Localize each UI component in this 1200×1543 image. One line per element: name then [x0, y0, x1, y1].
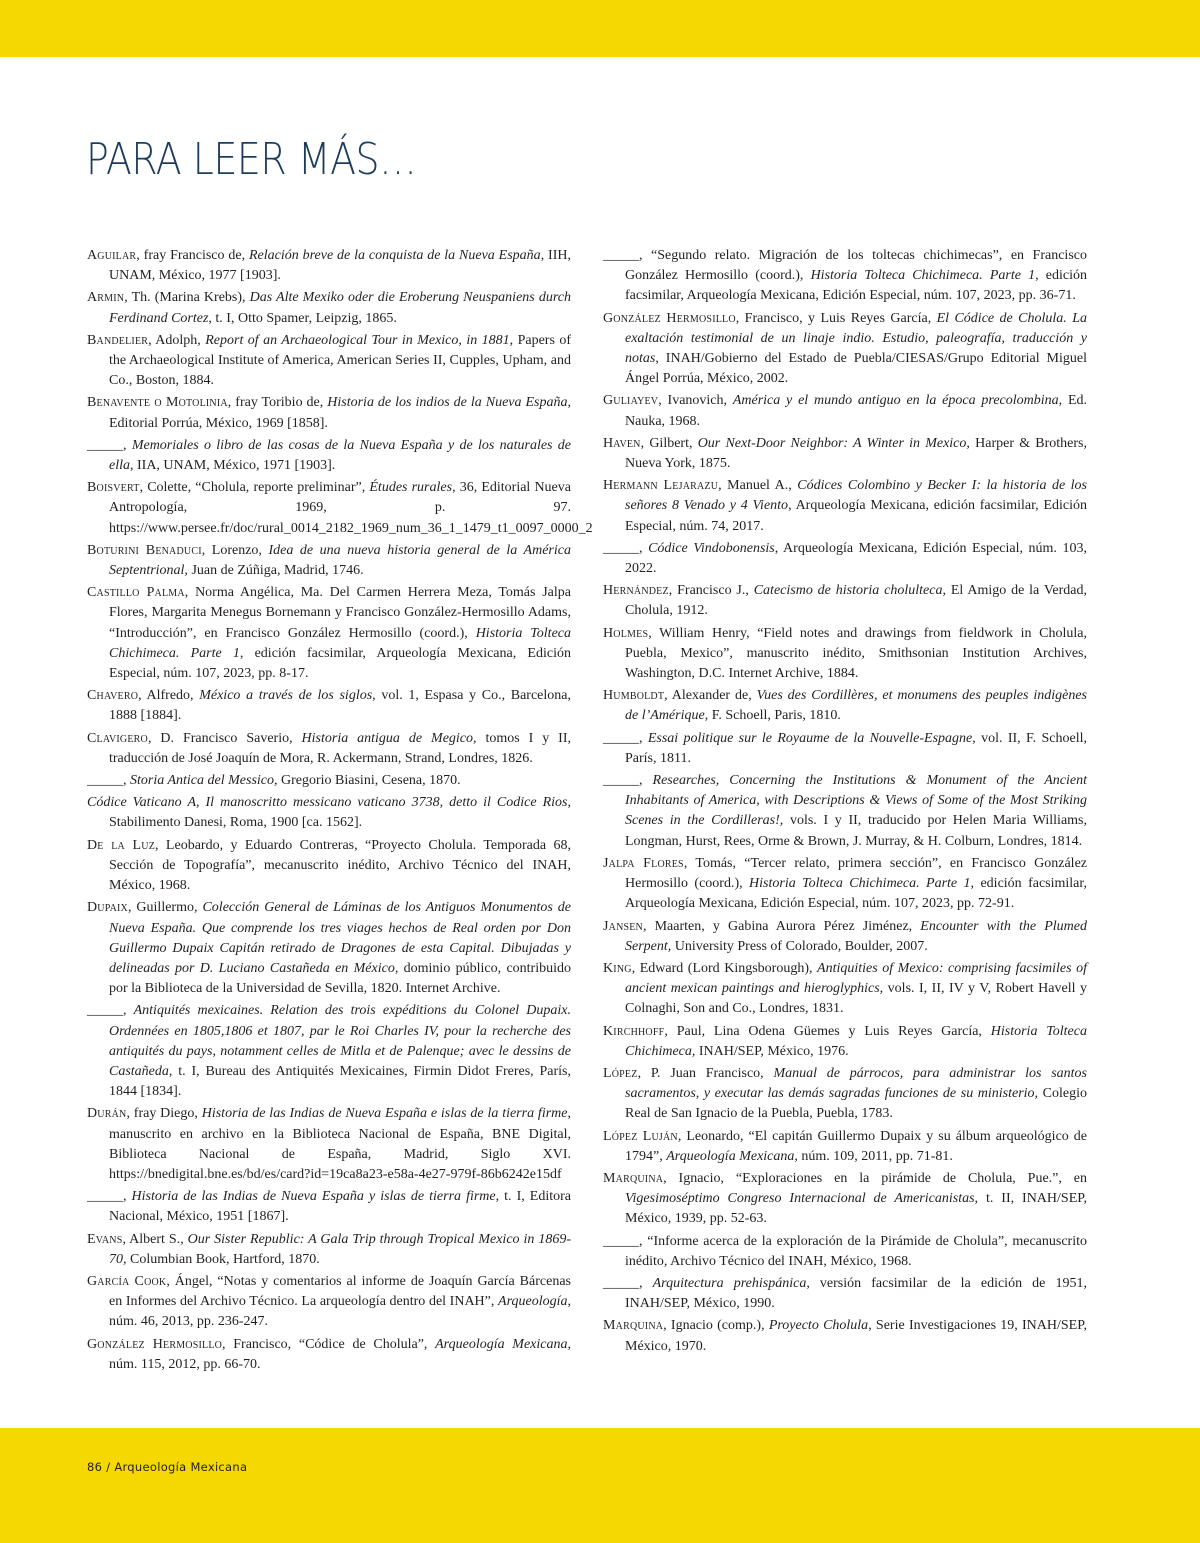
entry-work-title: Idea de una nueva historia general de la América Septentrional,	[109, 542, 571, 579]
bibliography-entry	[87, 793, 571, 833]
entry-author: De la Luz	[87, 837, 156, 853]
entry-publication-details: Juan de Zúñiga, Madrid, 1746.	[187, 563, 364, 579]
entry-text: , Maarten, y Gabina Aurora Pérez Jiménez,	[642, 918, 921, 934]
entry-work-title: Memoriales o libro de las cosas de la Nueva España y de los naturales de ella	[109, 437, 572, 474]
page-footer: 86 / Arqueología Mexicana	[87, 1460, 248, 1474]
entry-author: _____	[87, 773, 123, 789]
entry-author: Evans	[87, 1231, 123, 1247]
entry-work-title: Arquitectura prehispánica	[652, 1275, 807, 1291]
entry-publication-details: , tomos I y II, traducción de José Joaquín de Mora, R. Ackermann, Strand, Londres, 1826.	[109, 730, 571, 766]
entry-text: , Ignacio (comp.),	[663, 1318, 769, 1334]
bibliography-entry	[603, 391, 1087, 431]
bibliography-entry	[87, 1187, 571, 1227]
entry-publication-details: , Papers of the Archaeological Institute of America, American Series II, Cupples, Upham, and Co., Boston, 1884.	[109, 332, 571, 389]
bibliography-entry	[603, 309, 1087, 390]
bibliography-entry	[603, 729, 1087, 769]
bibliography-entry	[87, 478, 593, 539]
entry-author: Dupaix	[87, 900, 128, 916]
entry-text: , Edward (Lord Kingsborough),	[631, 960, 818, 976]
bibliography-entry	[603, 1022, 1087, 1062]
entry-text: , “Segundo relato. Migración de los toltecas chichimecas”, en Francisco González Hermosillo (coord.),	[625, 248, 1087, 284]
entry-text: , Alexander de,	[664, 688, 757, 704]
entry-work-title: Essai politique sur le Royaume de la Nouvelle-Espagne	[647, 730, 973, 746]
bibliography-entry	[87, 729, 571, 769]
bibliography-entry	[87, 1335, 571, 1375]
entry-publication-details: , versión facsimilar de la edición de 1951, INAH/SEP, México, 1990.	[625, 1275, 1087, 1312]
entry-author: _____	[603, 773, 639, 789]
entry-author: Guliayev	[603, 393, 659, 409]
entry-text: , Francisco, y Luis Reyes García,	[735, 310, 937, 326]
entry-work-title: Historia de los indios de la Nueva España	[327, 395, 568, 411]
bibliography-entry	[603, 917, 1087, 957]
entry-text: , Albert S.,	[122, 1231, 188, 1247]
entry-work-title: Colección General de Láminas de los Antiguos Monumentos de Nueva España. Que comprende los tres viages hechos de Real orden por Don Guillermo Dupaix Capitán retirado de Dragones de esta Capital. Dibujadas y delineadas por D. Luciano Castañeda en México	[109, 900, 572, 976]
bibliography-entry	[603, 434, 1087, 474]
entry-author: Chavero	[87, 688, 139, 704]
entry-author: _____	[87, 437, 123, 453]
bibliography-entry	[603, 1274, 1087, 1314]
entry-work-title: Historia Tolteca Chichimeca. Parte 1	[749, 876, 971, 892]
bibliography-entry	[87, 1001, 571, 1102]
entry-text: ,	[639, 1275, 653, 1291]
entry-work-title: Manual de párrocos, para administrar los santos sacramentos, y executar las demás sagradas funciones de su ministerio,	[625, 1065, 1087, 1102]
entry-publication-details: , Arqueología Mexicana, edición facsimilar, Edición Especial, núm. 74, 2017.	[625, 498, 1087, 534]
entry-work-title: Arqueología Mexicana	[435, 1336, 568, 1352]
bibliography-entry	[87, 288, 571, 328]
entry-author: Boisvert	[87, 480, 140, 496]
entry-text: ,	[123, 437, 132, 453]
bibliography-entry	[603, 539, 1087, 579]
entry-author: Hernández	[603, 583, 669, 599]
entry-text: , Manuel A.,	[718, 478, 798, 494]
entry-author: Jalpa Flores	[603, 855, 684, 871]
bibliography-entry	[603, 959, 1087, 1020]
entry-author: Castillo Palma	[87, 585, 185, 601]
entry-text: , “Informe acerca de la exploración de la Pirámide de Cholula”, mecanuscrito inédito, Archivo Técnico del INAH, México, 1968.	[625, 1233, 1087, 1269]
entry-work-title: Historia antigua de Megico	[301, 730, 474, 746]
entry-work-title: Antiquities of Mexico: comprising facsimiles of ancient mexican paintings and hieroglyphics,	[625, 960, 1088, 997]
entry-work-title: Encounter with the Plumed Serpent,	[625, 918, 1087, 954]
bibliography-entry	[87, 1104, 571, 1185]
bibliography-entry	[603, 1064, 1087, 1125]
bibliography-entry	[87, 541, 571, 581]
entry-author: González Hermosillo	[603, 310, 736, 326]
entry-author: _____	[603, 540, 639, 556]
entry-author: Marquina	[603, 1318, 664, 1334]
entry-author: _____	[87, 1189, 123, 1205]
entry-text: , Guillermo,	[127, 900, 203, 916]
entry-text: , Th. (Marina Krebs),	[124, 290, 250, 306]
entry-publication-details: , vol. II, F. Schoell, París, 1811.	[625, 730, 1087, 766]
entry-publication-details: , t. I, Editora Nacional, México, 1951 [1867].	[109, 1189, 571, 1225]
entry-publication-details: , manuscrito en archivo en la Biblioteca Nacional de España, BNE Digital, Biblioteca Nacional de España, Madrid, Siglo XVI. https://bnedigital.bne.es/bd/es/card?id=19ca8a23-e58a-4e27-979f-86b6242e15df	[109, 1106, 571, 1182]
entry-work-title: Códices Colombino y Becker I: la historia de los señores 8 Venado y 4 Viento	[625, 478, 1088, 514]
entry-text: , Adolph,	[148, 332, 206, 348]
bibliography-entry	[603, 686, 1087, 726]
entry-work-title: Vues des Cordillères, et monumens des peuples indigènes de l’Amérique	[625, 688, 1087, 724]
entry-work-title: Historia Tolteca Chichimeca. Parte 1	[810, 268, 1036, 284]
entry-publication-details: , Gregorio Biasini, Cesena, 1870.	[274, 773, 461, 789]
bibliography-entry	[603, 1232, 1087, 1272]
entry-author: Benavente o Motolinia	[87, 395, 228, 411]
page-title: PARA LEER MÁS…	[86, 134, 417, 185]
bibliography-entry	[87, 583, 571, 684]
entry-author: Durán	[87, 1106, 127, 1122]
entry-publication-details: , El Amigo de la Verdad, Cholula, 1912.	[625, 583, 1087, 619]
entry-work-title: Études rurales	[369, 480, 453, 496]
entry-text: , Gilbert,	[640, 435, 698, 451]
entry-author: _____	[603, 248, 639, 263]
bibliography-entry	[87, 1230, 571, 1270]
entry-work-title: Researches, Concerning the Institutions & Monument of the Ancient Inhabitants of America, with Descriptions & Views of Some of the Most Striking Scenes in the Cordilleras!,	[625, 773, 1087, 829]
entry-publication-details: , edición facsimilar, Arqueología Mexicana, Edición Especial, núm. 107, 2023, pp. 72-91.	[625, 876, 1087, 912]
entry-publication-details: , Editorial Porrúa, México, 1969 [1858].	[109, 395, 571, 431]
entry-text: , fray Toribio de,	[227, 395, 328, 411]
bibliography-entry	[87, 393, 571, 433]
entry-work-title: Historia de las Indias de Nueva España y islas de tierra firme	[131, 1189, 496, 1205]
entry-publication-details: , Stabilimento Danesi, Roma, 1900 [ca. 1562].	[109, 795, 571, 831]
entry-work-title: Our Sister Republic: A Gala Trip through Tropical Mexico in 1869-70	[109, 1231, 572, 1267]
entry-publication-details: , vol. 1, Espasa y Co., Barcelona, 1888 [1884].	[109, 688, 571, 724]
bibliography-entry	[603, 1127, 1087, 1167]
entry-publication-details: , t. I, Otto Spamer, Leipzig, 1865.	[208, 310, 397, 326]
entry-author: Humboldt	[603, 688, 665, 704]
entry-work-title: Antiquités mexicaines. Relation des trois expéditions du Colonel Dupaix. Ordennées en 1805,1806 et 1807, par le Roi Charles IV, pour la recherche des antiquités du pays, notamment celles de Mitla et de Palenque; avec le dessins de Castañeda,	[109, 1003, 571, 1079]
entry-publication-details: , edición facsimilar, Arqueología Mexicana, Edición Especial, núm. 107, 2023, pp. 8-17.	[109, 645, 571, 682]
bibliography-entry	[87, 686, 571, 726]
entry-author: _____	[603, 1275, 639, 1291]
bibliography-entry	[603, 624, 1087, 685]
entry-publication-details: , núm. 46, 2013, pp. 236-247.	[109, 1294, 571, 1330]
entry-text: , Leonardo, “El capitán Guillermo Dupaix y su álbum arqueológico de 1794”,	[625, 1128, 1087, 1164]
entry-author: Marquina	[603, 1170, 664, 1186]
entry-publication-details: , Ed. Nauka, 1968.	[625, 393, 1087, 429]
entry-work-title: Historia de las Indias de Nueva España e islas de la tierra firme	[201, 1106, 568, 1122]
entry-publication-details: , Serie Investigaciones 19, INAH/SEP, México, 1970.	[625, 1318, 1087, 1354]
entry-text: ,	[639, 773, 653, 789]
entry-text: ,	[123, 1189, 132, 1205]
entry-text: ,	[123, 1003, 134, 1019]
entry-publication-details: vols. I, II, IV y V, Robert Havell y Colnaghi, Son and Co., Londres, 1831.	[625, 981, 1088, 1017]
entry-text: , Tomás, “Tercer relato, primera sección”, en Francisco González Hermosillo (coord.),	[625, 855, 1088, 892]
entry-publication-details: , dominio público, contribuido por la Biblioteca de la Universidad de Sevilla, 1820. Internet Archive.	[109, 960, 571, 997]
entry-text: , Leobardo, y Eduardo Contreras, “Proyecto Cholula. Temporada 68, Sección de Topografía”, mecanuscrito inédito, Archivo Técnico del INAH, México, 1968.	[109, 837, 572, 894]
bibliography-entry	[603, 854, 1087, 915]
entry-publication-details: Colegio Real de San Ignacio de la Puebla, Puebla, 1783.	[625, 1086, 1087, 1122]
entry-author: Armin	[87, 290, 125, 306]
entry-author: Clavigero	[87, 730, 148, 746]
bibliography-column-right	[603, 246, 1087, 1359]
entry-work-title: Our Next-Door Neighbor: A Winter in Mexico,	[697, 435, 970, 451]
entry-publication-details: vols. I y II, traducido por Helen Maria Williams, Longman, Hurst, Rees, Orme & Brown, J. Murray, & H. Colburn, Londres, 1814.	[625, 813, 1087, 849]
entry-author: López	[603, 1065, 638, 1081]
entry-text: ,	[123, 773, 130, 789]
entry-work-title: Catecismo de historia cholulteca	[753, 583, 943, 599]
entry-text: ,	[639, 540, 649, 556]
entry-publication-details: , núm. 115, 2012, pp. 66-70.	[109, 1336, 571, 1372]
entry-text: , Paul, Lina Odena Güemes y Luis Reyes García,	[664, 1023, 991, 1039]
entry-text: , D. Francisco Saverio,	[147, 730, 302, 746]
entry-author: Kirchhoff	[603, 1023, 665, 1039]
entry-author: Jansen	[603, 918, 643, 934]
bibliography-entry	[603, 246, 1087, 307]
entry-work-title: México a través de los siglos	[199, 688, 373, 704]
entry-text: , Ivanovich,	[658, 393, 733, 409]
entry-publication-details: , INAH/SEP, México, 1976.	[691, 1043, 849, 1059]
entry-publication-details: , INAH/Gobierno del Estado de Puebla/CIESAS/Grupo Editorial Miguel Ángel Porrúa, México, 2002.	[625, 351, 1087, 387]
entry-work-title: Arqueología	[498, 1294, 568, 1310]
entry-text: , William Henry, “Field notes and drawings from fieldwork in Cholula, Puebla, Mexico”, manuscrito inédito, Smithsonian Institution Archives, Washington, D.C. Internet Archive, 1884.	[625, 625, 1087, 682]
entry-work-title: Historia Tolteca Chichimeca. Parte 1	[109, 625, 571, 661]
entry-text: , fray Francisco de,	[136, 248, 249, 263]
entry-work-title: Vigesimoséptimo Congreso Internacional de Americanistas	[625, 1191, 975, 1207]
entry-text: , Francisco J.,	[668, 583, 754, 599]
entry-author: _____	[87, 1003, 123, 1019]
entry-text: , Lorenzo,	[201, 542, 269, 558]
entry-work-title: El Códice de Cholula. La exaltación testimonial de un linaje indio. Estudio, paleografía, traducción y notas	[625, 310, 1087, 367]
top-yellow-band	[0, 0, 1200, 57]
entry-text: , Ángel, “Notas y comentarios al informe de Joaquín García Bárcenas en Informes del Archivo Técnico. La arqueología dentro del INAH”,	[109, 1273, 571, 1310]
entry-work-title: Proyecto Cholula	[768, 1318, 869, 1334]
entry-publication-details: Harper & Brothers, Nueva York, 1875.	[625, 435, 1088, 472]
entry-publication-details: , Columbian Book, Hartford, 1870.	[123, 1251, 320, 1267]
entry-author: García Cook	[87, 1273, 167, 1289]
entry-author: _____	[603, 730, 639, 746]
bibliography-entry	[87, 436, 571, 476]
entry-work-title: Códice Vaticano A, Il manoscritto messicano vaticano 3738, detto il Codice Rios	[87, 795, 568, 811]
entry-text: ,	[639, 730, 648, 746]
entry-author: Hermann Lejarazu	[603, 478, 719, 494]
entry-work-title: Report of an Archaeological Tour in Mexico, in 1881	[205, 332, 510, 348]
bibliography-entry	[603, 581, 1087, 621]
entry-text: , Ignacio, “Exploraciones en la pirámide de Cholula, Pue.”, en	[663, 1170, 1087, 1186]
bibliography-entry	[603, 1169, 1087, 1230]
entry-work-title: Historia Tolteca Chichimeca	[625, 1023, 1087, 1059]
entry-author: Bandelier	[87, 332, 149, 348]
entry-work-title: Arqueología Mexicana	[666, 1148, 795, 1164]
entry-text: , P. Juan Francisco,	[637, 1065, 774, 1081]
entry-work-title: Códice Vindobonensis	[648, 540, 775, 556]
entry-publication-details: , IIA, UNAM, México, 1971 [1903].	[130, 458, 336, 474]
entry-publication-details: , Arqueología Mexicana, Edición Especial, núm. 103, 2022.	[625, 540, 1088, 577]
bibliography-entry	[87, 898, 571, 999]
entry-author: López Luján	[603, 1128, 678, 1144]
entry-work-title: América y el mundo antiguo en la época precolombina	[732, 393, 1059, 409]
entry-text: , Norma Angélica, Ma. Del Carmen Herrera Meza, Tomás Jalpa Flores, Margarita Menegus Bornemann y Francisco González-Hermosillo Adams, “Introducción”, en Francisco González Hermosillo (coord.),	[109, 585, 571, 641]
bibliography-entry	[603, 771, 1087, 852]
entry-text: , Colette, “Cholula, reporte preliminar”,	[139, 480, 370, 496]
entry-work-title: Relación breve de la conquista de la Nueva España	[248, 248, 541, 263]
entry-publication-details: , t. II, INAH/SEP, México, 1939, pp. 52-63.	[625, 1191, 1087, 1227]
bibliography-entry	[87, 836, 571, 897]
bibliography-entry	[87, 246, 571, 286]
entry-text: , Francisco, “Códice de Cholula”,	[222, 1336, 436, 1352]
entry-work-title: Storia Antica del Messico	[130, 773, 274, 789]
bibliography-entry	[87, 331, 571, 392]
bibliography-entry	[87, 1272, 571, 1333]
entry-author: Haven	[603, 435, 641, 451]
entry-publication-details: , IIH, UNAM, México, 1977 [1903].	[109, 248, 571, 284]
entry-publication-details: , 36, Editorial Nueva Antropología, 1969, p. 97. https://www.persee.fr/doc/rural_0014_2182_1969_num_36_1_1479_t1_0097_0000_2	[109, 480, 593, 536]
entry-author: King	[603, 960, 632, 976]
entry-author: Holmes	[603, 625, 649, 641]
bibliography-entry	[603, 476, 1087, 537]
entry-publication-details: t. I, Bureau des Antiquités Mexicaines, Firmin Didot Freres, París, 1844 [1834].	[109, 1063, 571, 1100]
entry-publication-details: , F. Schoell, Paris, 1810.	[704, 708, 841, 724]
bottom-yellow-band	[0, 1428, 1200, 1543]
entry-publication-details: , núm. 109, 2011, pp. 71-81.	[794, 1148, 953, 1164]
entry-text: , fray Diego,	[126, 1106, 202, 1122]
entry-author: Aguilar	[87, 248, 137, 263]
entry-author: González Hermosillo	[87, 1336, 223, 1352]
entry-author: Boturini Benaduci	[87, 542, 202, 558]
entry-work-title: Das Alte Mexiko oder die Eroberung Neuspaniens durch Ferdinand Cortez	[109, 290, 571, 326]
bibliography-entry	[87, 771, 571, 791]
bibliography-entry	[603, 1316, 1087, 1356]
entry-text: , Alfredo,	[138, 688, 200, 704]
entry-author: _____	[603, 1233, 639, 1249]
entry-publication-details: , edición facsimilar, Arqueología Mexicana, Edición Especial, núm. 107, 2023, pp. 36-71.	[625, 268, 1087, 304]
bibliography-column-left	[87, 246, 593, 1377]
entry-publication-details: University Press of Colorado, Boulder, 2007.	[671, 938, 928, 954]
